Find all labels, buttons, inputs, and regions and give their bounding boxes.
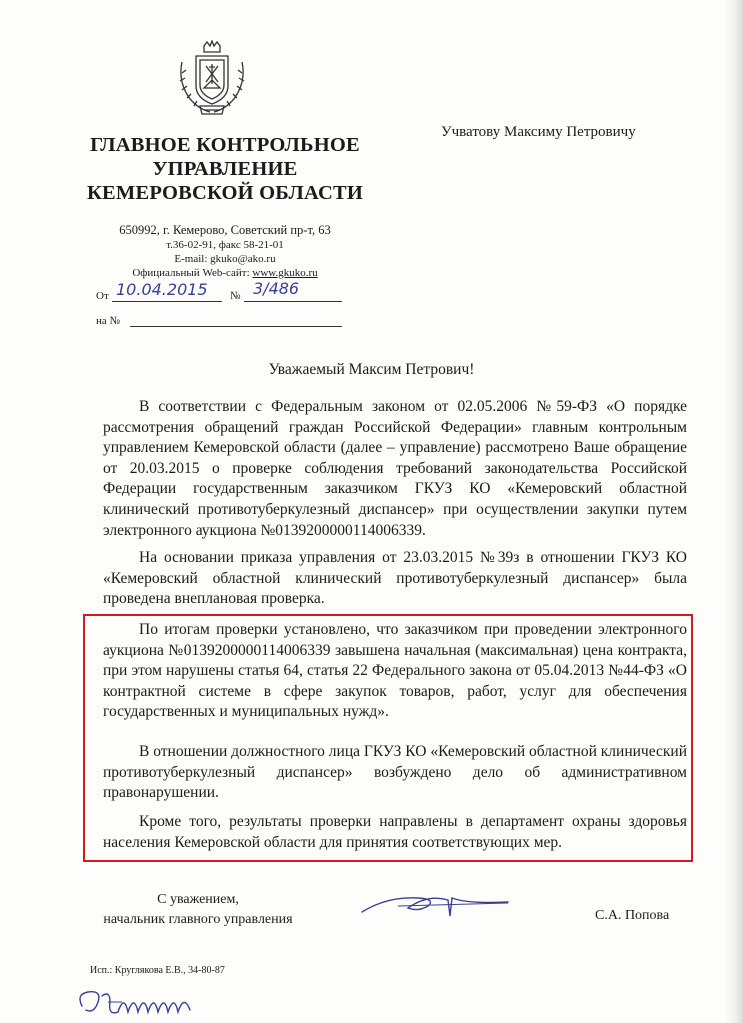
org-title-line: КЕМЕРОВСКОЙ ОБЛАСТИ — [86, 182, 364, 204]
handwritten-visa — [72, 986, 212, 1020]
executor-info: Исп.: Круглякова Е.В., 34-80-87 — [90, 965, 225, 976]
org-title — [80, 133, 370, 205]
reply-underline — [130, 326, 342, 327]
contact-block — [100, 222, 350, 280]
website-label: Официальный Web-сайт: — [132, 267, 253, 279]
postal-address: 650992, г. Кемерово, Советский пр-т, 63 — [119, 223, 331, 237]
addressee: Учватову Максиму Петровичу — [441, 124, 636, 140]
signer-name: С.А. Попова — [595, 908, 670, 923]
scan-edge — [725, 0, 743, 1023]
coat-of-arms-icon — [176, 40, 248, 120]
signer-position: начальник главного управления — [103, 912, 293, 927]
number-underline — [244, 301, 342, 302]
website — [100, 266, 350, 280]
number-label: № — [230, 290, 241, 302]
website-link[interactable]: www.gkuko.ru — [252, 267, 318, 279]
greeting: Уважаемый Максим Петрович! — [268, 361, 475, 378]
closing-line: С уважением, — [157, 892, 239, 907]
date-label: От — [96, 290, 109, 302]
date-value: 10.04.2015 — [116, 280, 208, 299]
handwritten-signature — [358, 886, 518, 926]
paragraph: В отношении должностного лица ГКУЗ КО «Кемеровский областной клинический противотуберкулезный диспансер» возбуждено дело об административном правонарушении. — [103, 743, 687, 802]
reply-label: на № — [96, 315, 121, 327]
email: E-mail: gkuko@ako.ru — [174, 253, 276, 265]
phone-fax: т.36-02-91, факс 58-21-01 — [166, 239, 284, 251]
closing — [90, 890, 306, 930]
org-title-line: УПРАВЛЕНИЕ — [152, 158, 298, 180]
paragraph: В соответствии с Федеральным законом от 02.05.2006 №59-ФЗ «О порядке рассмотрения обращений граждан Российской Федерации» главным контрольным управлением Кемеровской области (далее – управление) рассмотрено Ваше обращение от 20.03.2015 о проверке соблюдения требований законодательства Российской Федерации государственным заказчиком ГКУЗ КО «Кемеровский областной клинический противотуберкулезный диспансер» при осуществлении закупки путем электронного аукциона №0139200000114006339. — [103, 398, 687, 539]
date-underline — [112, 301, 222, 302]
paragraph: На основании приказа управления от 23.03.2015 №39з в отношении ГКУЗ КО «Кемеровский областной клинический противотуберкулезный диспансер» была проведена внеплановая проверка. — [103, 549, 687, 608]
paragraph: По итогам проверки установлено, что заказчиком при проведении электронного аукциона №0139200000114006339 завышена начальная (максимальная) цена контракта, при этом нарушены статья 64, статья 22 Федерального закона от 05.04.2013 №44-ФЗ «О контрактной системе в сфере закупок товаров, работ, услуг для обеспечения государственных и муниципальных нужд». — [103, 621, 687, 721]
paragraph: Кроме того, результаты проверки направлены в департамент охраны здоровья населения Кемеровской области для принятия соответствующих мер. — [103, 813, 687, 851]
number-value: 3/486 — [253, 279, 300, 298]
org-title-line: ГЛАВНОЕ КОНТРОЛЬНОЕ — [90, 134, 360, 156]
